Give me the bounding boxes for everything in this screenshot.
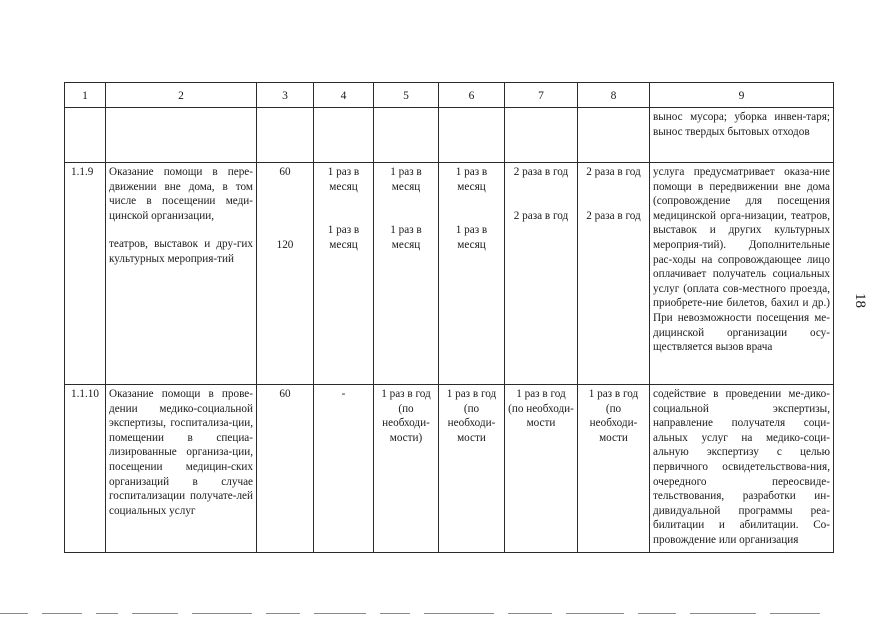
- page-number: 18: [852, 293, 868, 308]
- service-description-part-1: Оказание помощи в пере-движении вне дома, в том числе в посещении меди-цинской организации,: [109, 166, 253, 222]
- header-cell-6: 6: [439, 83, 505, 108]
- time-norm-b: 120: [276, 238, 294, 251]
- table-row-1-1-9: [65, 163, 834, 385]
- cell-empty: [65, 108, 106, 163]
- service-details: услуга предусматривает оказа-ние помощи в передвижении вне дома (сопровождение для посещения медицинской орга-низации, театров, выставок и других культурных мероприя-тий). Дополнительные рас-ходы на сопровождающее лицо оплачивает получатель социальных услуг (оплата сов-местного проезда, приобрете-ние билетов, бахил и др.) При невозможности посещения ме-дицинской организации осу-ществляется вызов врача: [650, 163, 834, 385]
- header-cell-3: 3: [257, 83, 314, 108]
- cell-empty: [257, 108, 314, 163]
- frequency-col-7: [505, 163, 578, 385]
- frequency-a: 2 раза в год: [513, 166, 569, 178]
- service-description: Оказание помощи в прове-дении медико-социальной экспертизы, госпитализа-ции, помещении в специа-лизированные организа-ции, посещении медицин-ских организаций в случае госпитализации получате-лей социальных услуг: [106, 385, 257, 553]
- header-cell-8: 8: [578, 83, 650, 108]
- service-details: содействие в проведении ме-дико-социальной экспертизы, направление получателя соци-альных услуг на медико-соци-альную экспертизу с целью первичного освидетельствова-ния, очередного переосвиде-тельствования, разработки ин-дивидуальной программы реа-билитации и абилитации. Со-провождение или организация: [650, 385, 834, 553]
- time-norm: [257, 163, 314, 385]
- frequency-b: 1 раз в месяц: [327, 224, 360, 251]
- frequency-a: 1 раз в месяц: [455, 166, 488, 193]
- frequency-a: 1 раз в месяц: [327, 166, 360, 193]
- header-cell-5: 5: [374, 83, 439, 108]
- frequency-b: 1 раз в месяц: [455, 224, 488, 251]
- frequency-col-5: 1 раз в год (по необходи-мости): [374, 385, 439, 553]
- row-number: 1.1.10: [65, 385, 106, 553]
- time-norm-a: 60: [279, 166, 291, 178]
- continuation-row: [65, 108, 834, 163]
- header-row: [65, 83, 834, 108]
- header-cell-9: 9: [650, 83, 834, 108]
- cell-empty: [505, 108, 578, 163]
- table-row-1-1-10: [65, 385, 834, 553]
- header-cell-7: 7: [505, 83, 578, 108]
- services-table: [64, 82, 834, 553]
- frequency-b: 2 раза в год: [586, 209, 641, 222]
- header-cell-1: 1: [65, 83, 106, 108]
- service-description-part-2: театров, выставок и дру-гих культурных мероприя-тий: [109, 238, 253, 265]
- frequency-col-5: [374, 163, 439, 385]
- frequency-col-4: [314, 163, 374, 385]
- frequency-col-4: -: [314, 385, 374, 553]
- cell-empty: [106, 108, 257, 163]
- cell-empty: [374, 108, 439, 163]
- header-cell-4: 4: [314, 83, 374, 108]
- frequency-a: 2 раза в год: [586, 166, 641, 178]
- frequency-a: 1 раз в месяц: [390, 166, 422, 193]
- frequency-col-6: 1 раз в год (по необходи-мости: [439, 385, 505, 553]
- cell-empty: [439, 108, 505, 163]
- frequency-b: 2 раза в год: [513, 209, 569, 222]
- frequency-b: 1 раз в месяц: [390, 224, 422, 251]
- frequency-col-8: 1 раз в год (по необходи-мости: [578, 385, 650, 553]
- time-norm: 60: [257, 385, 314, 553]
- frequency-col-8: [578, 163, 650, 385]
- frequency-col-7: 1 раз в год (по необходи-мости: [505, 385, 578, 553]
- cell-empty: [314, 108, 374, 163]
- continuation-description: вынос мусора; уборка инвен-тaря; вынос твердых бытовых отходов: [650, 108, 834, 163]
- cell-empty: [578, 108, 650, 163]
- header-cell-2: 2: [106, 83, 257, 108]
- scan-bottom-edge: [0, 611, 892, 615]
- row-number: 1.1.9: [65, 163, 106, 385]
- service-description: [106, 163, 257, 385]
- frequency-col-6: [439, 163, 505, 385]
